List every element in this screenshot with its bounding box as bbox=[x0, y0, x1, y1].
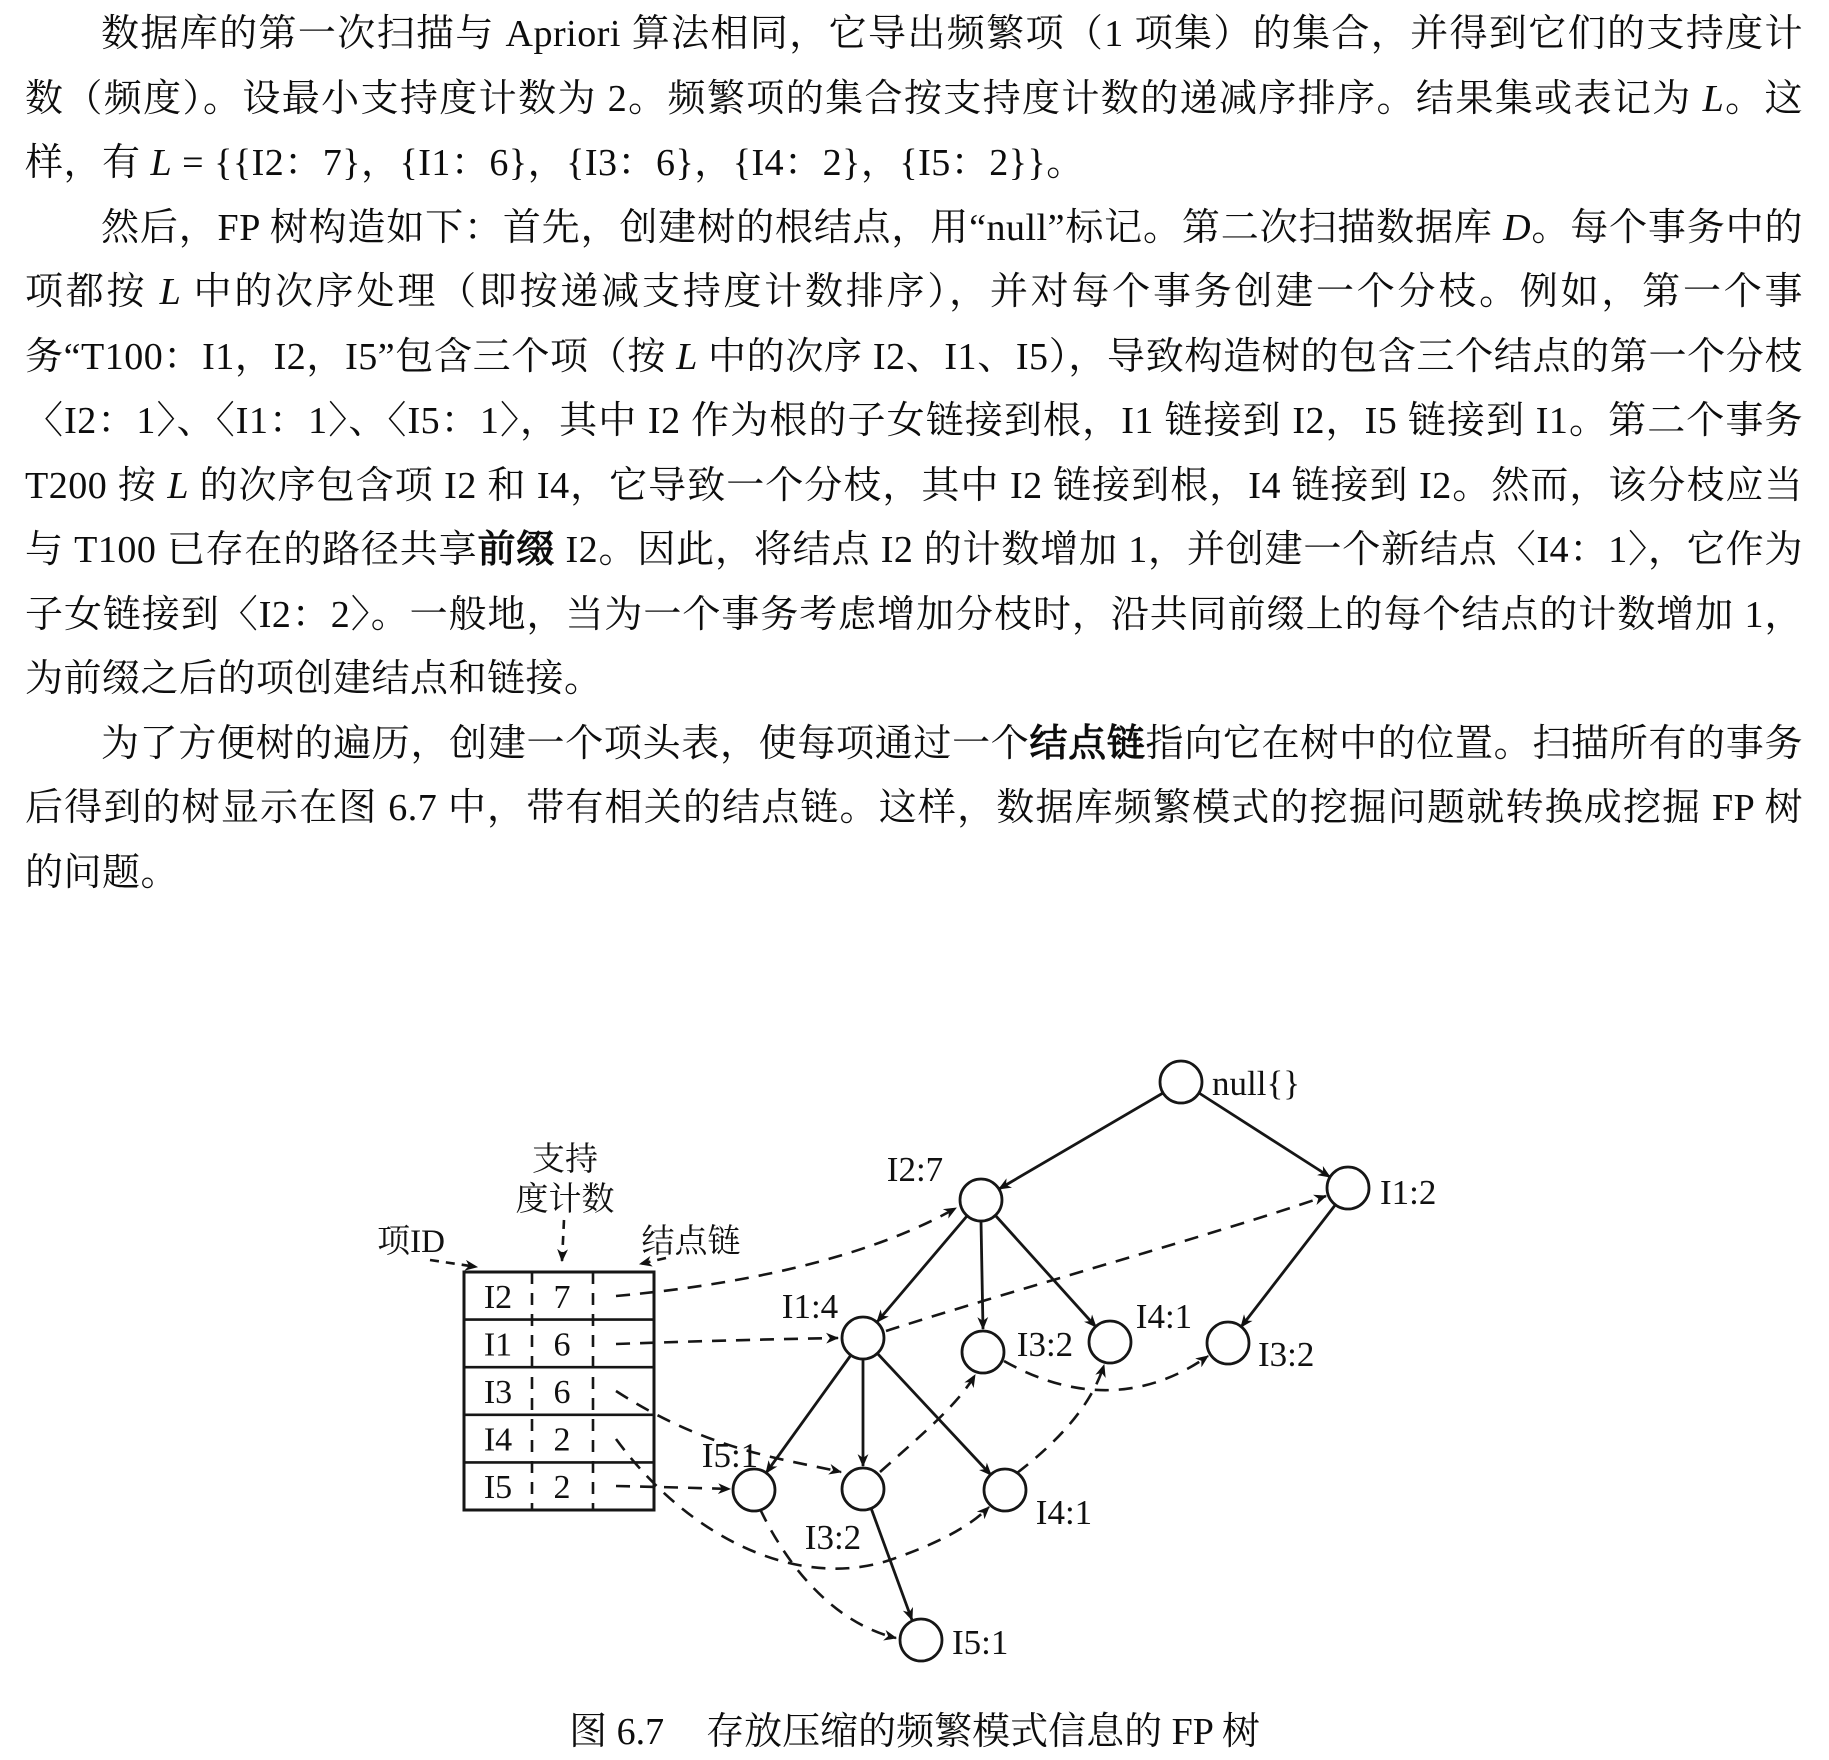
tree-node-i4-right bbox=[1089, 1321, 1131, 1363]
tree-node-i5-left bbox=[733, 1469, 775, 1511]
text-segment: L bbox=[159, 271, 182, 313]
text-segment: L bbox=[150, 142, 173, 184]
text-segment: 为了方便树的遍历，创建一个项头表，使每项通过一个 bbox=[101, 722, 1030, 765]
figure-caption-title: 存放压缩的频繁模式信息的 FP 树 bbox=[706, 1711, 1260, 1753]
tree-node-label-i3-right: I3:2 bbox=[1258, 1335, 1315, 1374]
text-segment: L bbox=[1702, 77, 1725, 120]
tree-node-i1-right bbox=[1327, 1167, 1369, 1209]
tree-node-i1-4 bbox=[842, 1317, 884, 1359]
column-label-support: 度计数 bbox=[515, 1182, 615, 1218]
text-segment: L bbox=[167, 464, 189, 507]
tree-node-label-i1-right: I1:2 bbox=[1380, 1173, 1437, 1212]
header-table-support-count: 7 bbox=[553, 1278, 571, 1316]
tree-node-label-i5-bot: I5:1 bbox=[952, 1623, 1009, 1662]
tree-node-label-i3-mid: I3:2 bbox=[1016, 1325, 1074, 1364]
tree-node-i4-bot bbox=[984, 1469, 1026, 1511]
tree-node-label-i4-right: I4:1 bbox=[1135, 1297, 1193, 1336]
header-table-item-id: I2 bbox=[483, 1278, 513, 1316]
tree-node-label-i2: I2:7 bbox=[886, 1150, 944, 1189]
tree-node-root bbox=[1160, 1061, 1202, 1103]
edge-i1right-i3right bbox=[1241, 1204, 1336, 1327]
pointer-support bbox=[562, 1220, 564, 1261]
tree-node-label-i1-4: I1:4 bbox=[781, 1287, 839, 1326]
text-segment: L bbox=[676, 335, 698, 378]
edge-i2-i14 bbox=[877, 1216, 967, 1322]
header-table-item-id: I4 bbox=[483, 1421, 513, 1459]
header-table-support-count: 6 bbox=[553, 1374, 571, 1411]
header-table-item-id: I3 bbox=[483, 1374, 513, 1411]
column-label-item-id: 项ID bbox=[377, 1224, 445, 1260]
pointer-item-id bbox=[430, 1260, 477, 1267]
text-segment: 。这样，有 bbox=[25, 77, 1803, 184]
text-segment: 数据库的第一次扫描与 Apriori 算法相同，它导出频繁项（1 项集）的集合，并得到它们的支持度计数（频度）。设最小支持度计数为 2。频繁项的集合按支持度计数的递减序排序。结果集或表记为 bbox=[25, 13, 1803, 120]
header-table-support-count: 6 bbox=[553, 1326, 571, 1364]
item-header-table bbox=[464, 1272, 654, 1510]
text-segment: 的次序包含项 I2 和 I4，它导致一个分枝，其中 I2 链接到根，I4 链接到 I2。然而，该分枝应当与 T100 已存在的路径共享 bbox=[25, 464, 1804, 571]
text-segment: 然后，FP 树构造如下：首先，创建树的根结点，用“null”标记。第二次扫描数据库 bbox=[101, 206, 1504, 249]
text-segment: = {{I2：7}，{I1：6}，{I3：6}，{I4：2}，{I5：2}}。 bbox=[172, 142, 1085, 184]
edge-i14-i5left bbox=[766, 1355, 851, 1473]
text-segment: 结点链 bbox=[1029, 722, 1146, 765]
edge-i3bot-i5bot bbox=[871, 1508, 912, 1620]
text-segment: I2。因此，将结点 I2 的计数增加 1，并创建一个新结点〈I4：1〉，它作为子女链接到〈I2：2〉。一般地，当为一个事务考虑增加分枝时，沿共同前缀上的每个结点的计数增加 1，为前缀之后的项创建结点和链接。 bbox=[25, 529, 1803, 700]
tree-node-i3-right bbox=[1207, 1322, 1249, 1364]
edge-root-i2 bbox=[999, 1093, 1163, 1189]
text-segment: 指向它在树中的位置。扫描所有的事务后得到的树显示在图 6.7 中，带有相关的结点链。这样，数据库频繁模式的挖掘问题就转换成挖掘 FP 树的问题。 bbox=[25, 722, 1803, 894]
link-I1-chain bbox=[886, 1196, 1326, 1331]
column-label-node-link: 结点链 bbox=[641, 1224, 741, 1260]
link-I4-chain bbox=[1017, 1365, 1104, 1473]
text-segment: D bbox=[1503, 206, 1532, 249]
tree-node-i2 bbox=[960, 1179, 1002, 1221]
text-segment: 中的次序 I2、I1、I5），导致构造树的包含三个结点的第一个分枝〈I2：1〉、〈I1：1〉、〈I5：1〉，其中 I2 作为根的子女链接到根，I1 链接到 I2，I5 链接到 I1。第二个事务 T200 按 bbox=[25, 335, 1803, 507]
text-segment: 中的次序处理（即按递减支持度计数排序），并对每个事务创建一个分枝。例如，第一个事务“T100：I1，I2，I5”包含三个项（按 bbox=[25, 271, 1803, 378]
edge-i2-i3mid bbox=[981, 1221, 983, 1329]
link-I3-chain1 bbox=[880, 1375, 975, 1472]
tree-node-label-root: null{} bbox=[1212, 1064, 1301, 1103]
tree-node-i3-bot bbox=[842, 1468, 884, 1510]
header-table-support-count: 2 bbox=[553, 1421, 571, 1459]
header-table-support-count: 2 bbox=[553, 1469, 571, 1507]
tree-node-label-i5-left: I5:1 bbox=[701, 1436, 759, 1475]
text-segment: 前缀 bbox=[477, 529, 556, 571]
text-segment: 。每个事务中的项都按 bbox=[25, 206, 1803, 313]
link-I4-header bbox=[616, 1439, 989, 1569]
figure-caption bbox=[0, 1700, 1829, 1755]
fp-tree-drawing bbox=[377, 1061, 1436, 1662]
column-label-support: 支持 bbox=[532, 1142, 598, 1178]
header-table-item-id: I5 bbox=[483, 1469, 513, 1507]
tree-node-label-i3-bot: I3:2 bbox=[804, 1518, 862, 1557]
tree-node-i5-bot bbox=[900, 1619, 942, 1661]
figure-caption-number: 图 6.7 bbox=[569, 1711, 665, 1753]
tree-node-i3-mid bbox=[962, 1331, 1004, 1373]
header-table-item-id: I1 bbox=[483, 1326, 513, 1364]
edge-root-i1right bbox=[1199, 1093, 1330, 1177]
tree-node-label-i4-bot: I4:1 bbox=[1035, 1493, 1093, 1532]
